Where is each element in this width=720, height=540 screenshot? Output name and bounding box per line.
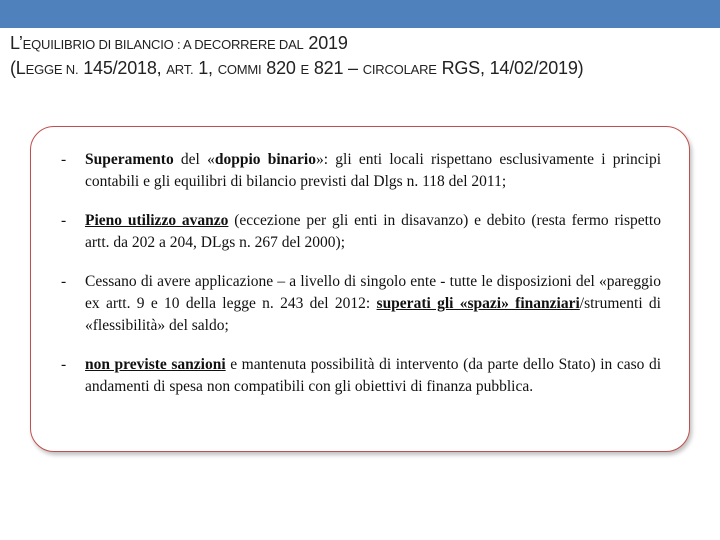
title-l-prefix: L’: [10, 33, 23, 53]
subtitle-circolare: CIRCOLARE: [362, 62, 437, 77]
subtitle-commi: COMMI: [217, 62, 262, 77]
bullet-4-text: e mantenuta possibilità di intervento (da parte dello Stato) in caso di andamenti di spesa non compatibili con gli obiettivi di finanza pubblica.: [85, 356, 661, 395]
bullet-2-emphasis: Pieno utilizzo avanzo: [85, 212, 229, 229]
bullet-dash: -: [61, 212, 67, 229]
bullet-dash: -: [61, 356, 67, 373]
subtitle-open: (L: [10, 58, 26, 78]
bullet-item-3: [61, 271, 661, 337]
bullet-3-text-2: /strumenti di «flessibilità» del saldo;: [85, 295, 661, 334]
content-box: [30, 126, 690, 452]
bullet-item-4: [61, 354, 661, 398]
subtitle-law-number: 145/2018,: [83, 58, 162, 78]
subtitle-comma-821: 821 –: [313, 58, 358, 78]
bullet-3-text: Cessano di avere applicazione – a livello di singolo ente - tutte le disposizioni del «pareggio ex artt. 9 e 10 della legge n. 243 del 2012:: [85, 273, 661, 312]
bullet-item-1: [61, 149, 661, 193]
top-accent-bar: [0, 0, 720, 28]
subtitle-comma-820: 820: [266, 58, 296, 78]
bullet-3-emphasis: superati gli «spazi» finanziari: [376, 295, 580, 312]
bullet-1-emphasis: Superamento: [85, 151, 174, 168]
subtitle-art: ART.: [166, 62, 194, 77]
bullet-2-text: (eccezione per gli enti in disavanzo) e debito (resta fermo rispetto artt. da 202 a 204, DLgs n. 267 del 2000);: [85, 212, 661, 251]
bullet-dash: -: [61, 273, 67, 290]
subtitle-art-number: 1,: [198, 58, 213, 78]
subtitle-e: E: [300, 62, 310, 77]
subtitle-rgs: RGS, 14/02/2019: [441, 58, 578, 78]
bullet-item-2: [61, 210, 661, 254]
subtitle-close: ): [577, 58, 584, 78]
subtitle-legge: EGGE N.: [25, 62, 79, 77]
bullet-1-text: del «: [173, 151, 215, 168]
title-text: EQUILIBRIO DI BILANCIO : A DECORRERE DAL: [22, 37, 304, 52]
bullet-4-emphasis: non previste sanzioni: [85, 356, 226, 373]
slide-title-line-2: [10, 58, 583, 79]
bullet-1-emphasis-2: doppio binario: [214, 151, 316, 168]
title-year: 2019: [308, 33, 348, 53]
slide-title-line-1: [10, 33, 348, 54]
bullet-1-text-2: »: gli enti locali rispettano esclusivamente i principi contabili e gli equilibri di bilancio previsti dal Dlgs n. 118 del 2011;: [85, 151, 662, 190]
bullet-list: [61, 149, 661, 410]
bullet-dash: -: [61, 151, 67, 168]
